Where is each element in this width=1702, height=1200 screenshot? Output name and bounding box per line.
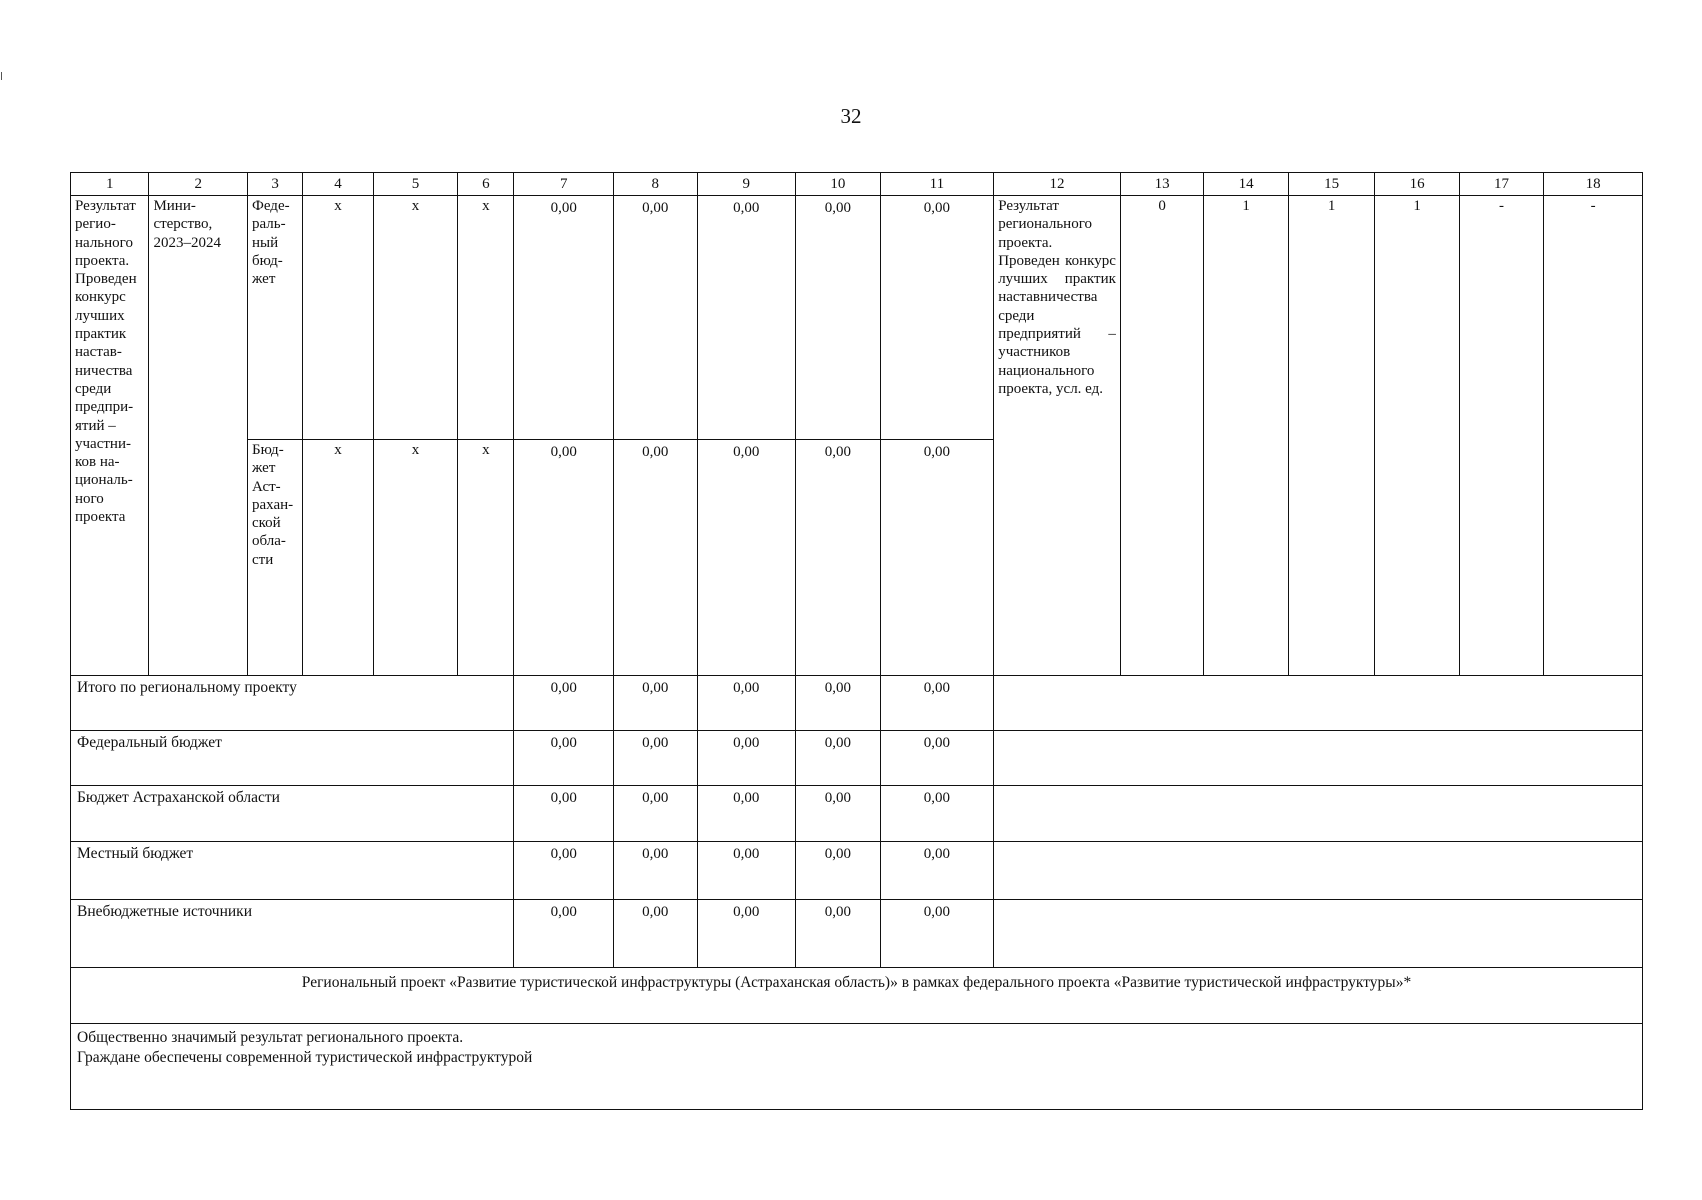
amount-cell: 0,00	[796, 196, 880, 440]
column-number: 18	[1544, 173, 1643, 196]
amount-cell: 0,00	[697, 786, 796, 842]
amount-cell: 0,00	[880, 731, 994, 786]
result-name-cell: Результат регио-нального проекта. Проведен конкурс лучших практик настав-ничества среди предпри-ятий – участни-ков на-циональ-ного проекта	[71, 196, 149, 676]
column-number: 10	[796, 173, 880, 196]
amount-cell: 0,00	[880, 676, 994, 731]
total-label: Местный бюджет	[71, 842, 514, 900]
column-numbers-row	[71, 173, 1643, 196]
amount-cell: 0,00	[796, 900, 880, 968]
amount-cell: 0,00	[697, 731, 796, 786]
amount-cell: 0,00	[514, 676, 614, 731]
total-label: Федеральный бюджет	[71, 731, 514, 786]
amount-cell: 0,00	[514, 196, 614, 440]
amount-cell: 0,00	[880, 786, 994, 842]
empty-cell	[994, 786, 1643, 842]
total-row	[71, 731, 1643, 786]
empty-cell	[994, 731, 1643, 786]
amount-cell: 0,00	[514, 842, 614, 900]
amount-cell: 0,00	[614, 440, 697, 676]
note-row	[71, 1024, 1643, 1110]
column-number: 7	[514, 173, 614, 196]
funding-source-cell: Феде-раль-ный бюд-жет	[248, 196, 303, 440]
section-title: Региональный проект «Развитие туристической инфраструктуры (Астраханская область)» в рамках федерального проекта «Развитие туристической инфраструктуры»*	[71, 968, 1643, 1024]
total-label: Бюджет Астраханской области	[71, 786, 514, 842]
column-number: 8	[614, 173, 697, 196]
column-number: 3	[248, 173, 303, 196]
mark-cell: х	[303, 440, 373, 676]
amount-cell: 0,00	[880, 842, 994, 900]
indicator-value-cell: 0	[1120, 196, 1203, 676]
column-number: 12	[994, 173, 1121, 196]
indicator-value-cell: -	[1459, 196, 1543, 676]
amount-cell: 0,00	[514, 440, 614, 676]
amount-cell: 0,00	[614, 196, 697, 440]
total-row	[71, 900, 1643, 968]
amount-cell: 0,00	[697, 196, 796, 440]
scan-mark	[1, 72, 2, 80]
amount-cell: 0,00	[614, 731, 697, 786]
amount-cell: 0,00	[614, 900, 697, 968]
column-number: 11	[880, 173, 994, 196]
page-number: 32	[840, 104, 862, 128]
section-title-row	[71, 968, 1643, 1024]
total-row	[71, 676, 1643, 731]
column-number: 2	[149, 173, 248, 196]
mark-cell: х	[373, 196, 457, 440]
indicator-value-cell: -	[1544, 196, 1643, 676]
amount-cell: 0,00	[796, 731, 880, 786]
column-number: 16	[1375, 173, 1459, 196]
total-label: Внебюджетные источники	[71, 900, 514, 968]
column-number: 1	[71, 173, 149, 196]
column-number: 17	[1459, 173, 1543, 196]
amount-cell: 0,00	[614, 842, 697, 900]
mark-cell: х	[458, 196, 514, 440]
amount-cell: 0,00	[614, 676, 697, 731]
amount-cell: 0,00	[697, 676, 796, 731]
amount-cell: 0,00	[796, 676, 880, 731]
amount-cell: 0,00	[514, 731, 614, 786]
indicator-value-cell: 1	[1288, 196, 1374, 676]
empty-cell	[994, 842, 1643, 900]
indicator-value-cell: 1	[1204, 196, 1288, 676]
budget-table	[70, 172, 1643, 1110]
column-number: 13	[1120, 173, 1203, 196]
amount-cell: 0,00	[880, 900, 994, 968]
empty-cell	[994, 900, 1643, 968]
empty-cell	[994, 676, 1643, 731]
amount-cell: 0,00	[796, 786, 880, 842]
amount-cell: 0,00	[880, 196, 994, 440]
column-number: 14	[1204, 173, 1288, 196]
amount-cell: 0,00	[796, 842, 880, 900]
amount-cell: 0,00	[514, 786, 614, 842]
public-result-note	[71, 1024, 1643, 1110]
mark-cell: х	[303, 196, 373, 440]
amount-cell: 0,00	[697, 440, 796, 676]
amount-cell: 0,00	[614, 786, 697, 842]
indicator-value-cell: 1	[1375, 196, 1459, 676]
public-result-line-1: Общественно значимый результат регионального проекта.	[77, 1029, 464, 1046]
column-number: 6	[458, 173, 514, 196]
public-result-line-2: Граждане обеспечены современной туристической инфраструктурой	[77, 1049, 533, 1067]
mark-cell: х	[373, 440, 457, 676]
mark-cell: х	[458, 440, 514, 676]
executor-cell: Мини-стерство, 2023–2024	[149, 196, 248, 676]
amount-cell: 0,00	[880, 440, 994, 676]
column-number: 9	[697, 173, 796, 196]
funding-source-cell: Бюд-жет Аст-рахан-ской обла-сти	[248, 440, 303, 676]
indicator-cell: Результат регионального проекта. Проведен конкурс лучших практик наставничества среди предприятий – участников национального проекта, усл. ед.	[994, 196, 1121, 676]
result-row-federal	[71, 196, 1643, 440]
column-number: 15	[1288, 173, 1374, 196]
total-row	[71, 842, 1643, 900]
total-row	[71, 786, 1643, 842]
column-number: 4	[303, 173, 373, 196]
amount-cell: 0,00	[514, 900, 614, 968]
amount-cell: 0,00	[697, 842, 796, 900]
amount-cell: 0,00	[796, 440, 880, 676]
column-number: 5	[373, 173, 457, 196]
total-label: Итого по региональному проекту	[71, 676, 514, 731]
amount-cell: 0,00	[697, 900, 796, 968]
